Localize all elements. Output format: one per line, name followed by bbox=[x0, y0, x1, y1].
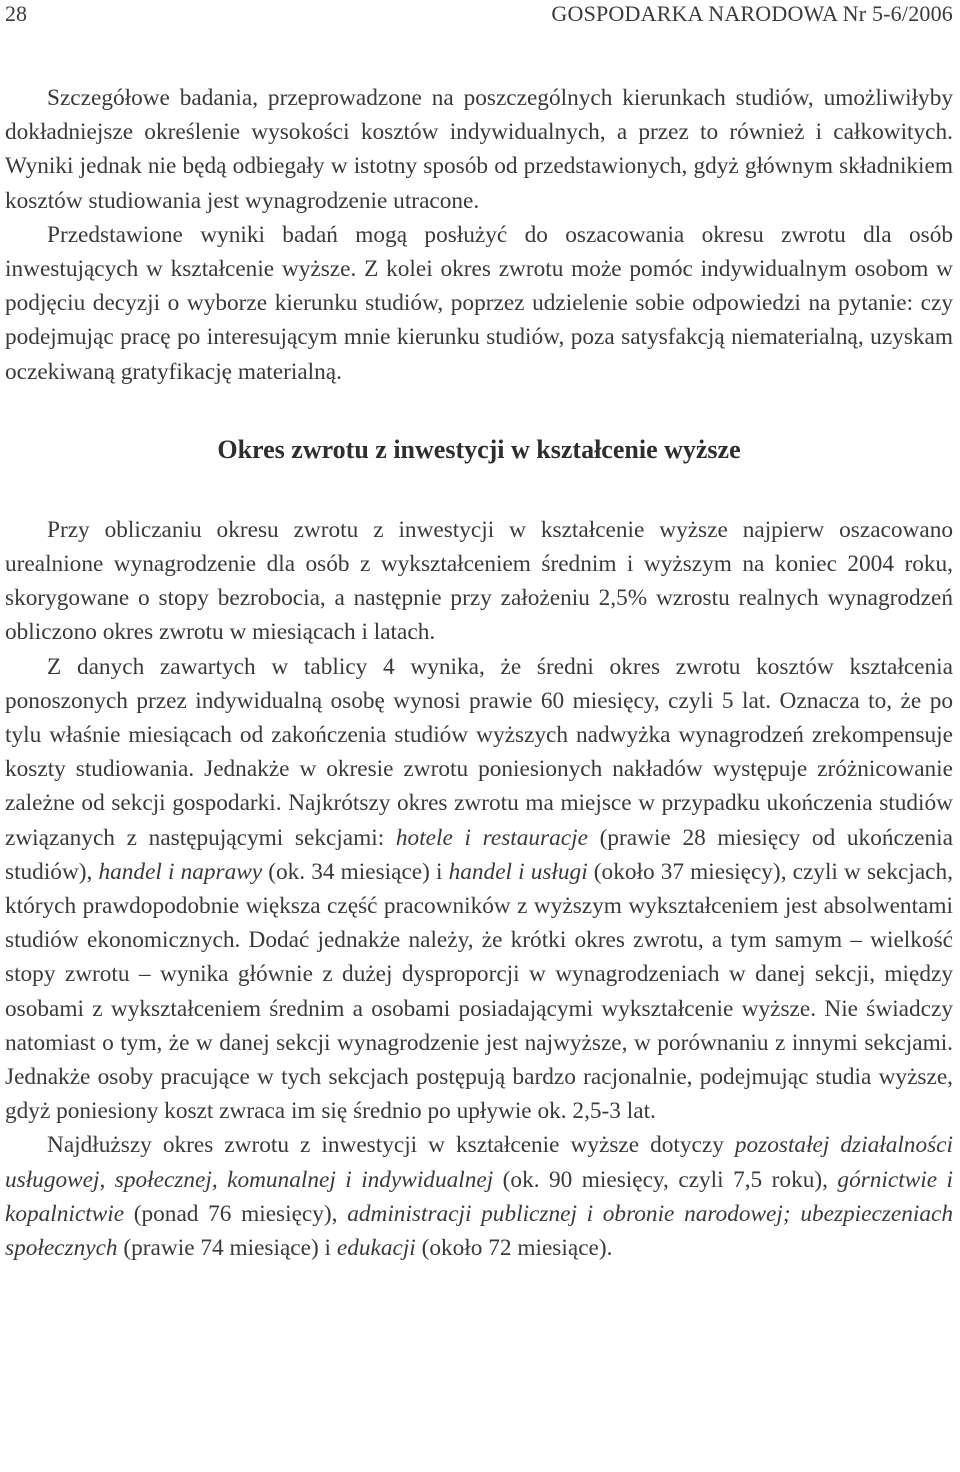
emphasis: górnictwie i kopalnictwie bbox=[5, 1166, 954, 1227]
page-number: 28 bbox=[5, 1, 27, 26]
paragraph: Przedstawione wyniki badań mogą posłużyć do oszacowania okresu zwrotu dla osób inwestujących w kształcenie wyższe. Z kolei okres zwrotu może pomóc indywidualnym osobom w podjęciu decyzji o wyborze kierunku studiów, poprzez udzielenie sobie odpowiedzi na pytanie: czy podejmując pracę po interesującym mnie kierunku studiów, poza satysfakcją niematerialną, uzyskam oczekiwaną gratyfikację materialną. bbox=[5, 221, 953, 385]
running-header bbox=[5, 0, 953, 30]
journal-title: GOSPODARKA NARODOWA Nr 5-6/2006 bbox=[551, 1, 953, 26]
paragraph: Przy obliczaniu okresu zwrotu z inwestycji w kształcenie wyższe najpierw oszacowano urealnione wynagrodzenie dla osób z wykształceniem średnim i wyższym na koniec 2004 roku, skorygowane o stopy bezrobocia, a następnie przy założeniu 2,5% wzrostu realnych wynagrodzeń obliczono okres zwrotu w miesiącach i latach. bbox=[5, 516, 953, 646]
paragraph: Z danych zawartych w tablicy 4 wynika, że średni okres zwrotu kosztów kształcenia ponoszonych przez indywidualną osobę wynosi prawie 60 miesięcy, czyli 5 lat. Oznacza to, że po tylu właśnie miesiącach od zakończenia studiów wyższych nadwyżka wynagrodzeń zrekompensuje koszty studiowania. Jednakże w okresie zwrotu poniesionych nakładów występuje zróżnicowanie zależne od sekcji gospodarki. Najkrótszy okres zwrotu ma miejsce w przypadku ukończenia studiów związanych z następującymi sekcjami: hotele i restauracje (prawie 28 miesięcy od ukończenia studiów), handel i naprawy (ok. 34 miesiące) i handel i usługi (około 37 miesięcy), czyli w sekcjach, których prawdopodobnie większa część pracowników z wyższym wykształceniem jest absolwentami studiów ekonomicznych. Dodać jednakże należy, że krótki okres zwrotu, a tym samym – wielkość stopy zwrotu – wynika głównie z dużej dysproporcji w wynagrodzeniach w danej sekcji, między osobami z wykształceniem średnim a osobami posiadającymi wykształcenie wyższe. Nie świadczy natomiast o tym, że w danej sekcji wynagrodzenie jest najwyższe, w porównaniu z innymi sekcjami. Jednakże osoby pracujące w tych sekcjach postępują bardzo racjonalnie, podejmując studia wyższe, gdyż poniesiony koszt zwraca im się średnio po upływie ok. 2,5-3 lat. bbox=[5, 653, 953, 1125]
emphasis: pozostałej działalności usługowej, społecznej, komunalnej i indywidualnej bbox=[5, 1132, 953, 1193]
paragraph: Szczegółowe badania, przeprowadzone na poszczególnych kierunkach studiów, umożliwiłyby dokładniejsze określenie wysokości kosztów indywidualnych, a przez to również i całkowitych. Wyniki jednak nie będą odbiegały w istotny sposób od przedstawionych, gdyż głównym składnikiem kosztów studiowania jest wynagrodzenie utracone. bbox=[5, 85, 953, 214]
emphasis: hotele i restauracje bbox=[395, 824, 588, 851]
emphasis: handel i naprawy bbox=[98, 858, 263, 885]
section-heading: Okres zwrotu z inwestycji w kształcenie wyższe bbox=[217, 434, 741, 464]
emphasis: administracji publicznej i obronie narodowej; ubezpieczeniach społecznych bbox=[5, 1200, 953, 1262]
emphasis: handel i usługi bbox=[448, 858, 588, 885]
paragraph: Najdłuższy okres zwrotu z inwestycji w kształcenie wyższe dotyczy pozostałej działalności usługowej, społecznej, komunalnej i indywidualnej (ok. 90 miesięcy, czyli 7,5 roku), górnictwie i kopalnictwie (ponad 76 miesięcy), administracji publicznej i obronie narodowej; ubezpieczeniach społecznych (prawie 74 miesiące) i edukacji (około 72 miesiące). bbox=[5, 1132, 954, 1262]
article-body bbox=[5, 81, 953, 1265]
emphasis: edukacji bbox=[336, 1235, 416, 1262]
